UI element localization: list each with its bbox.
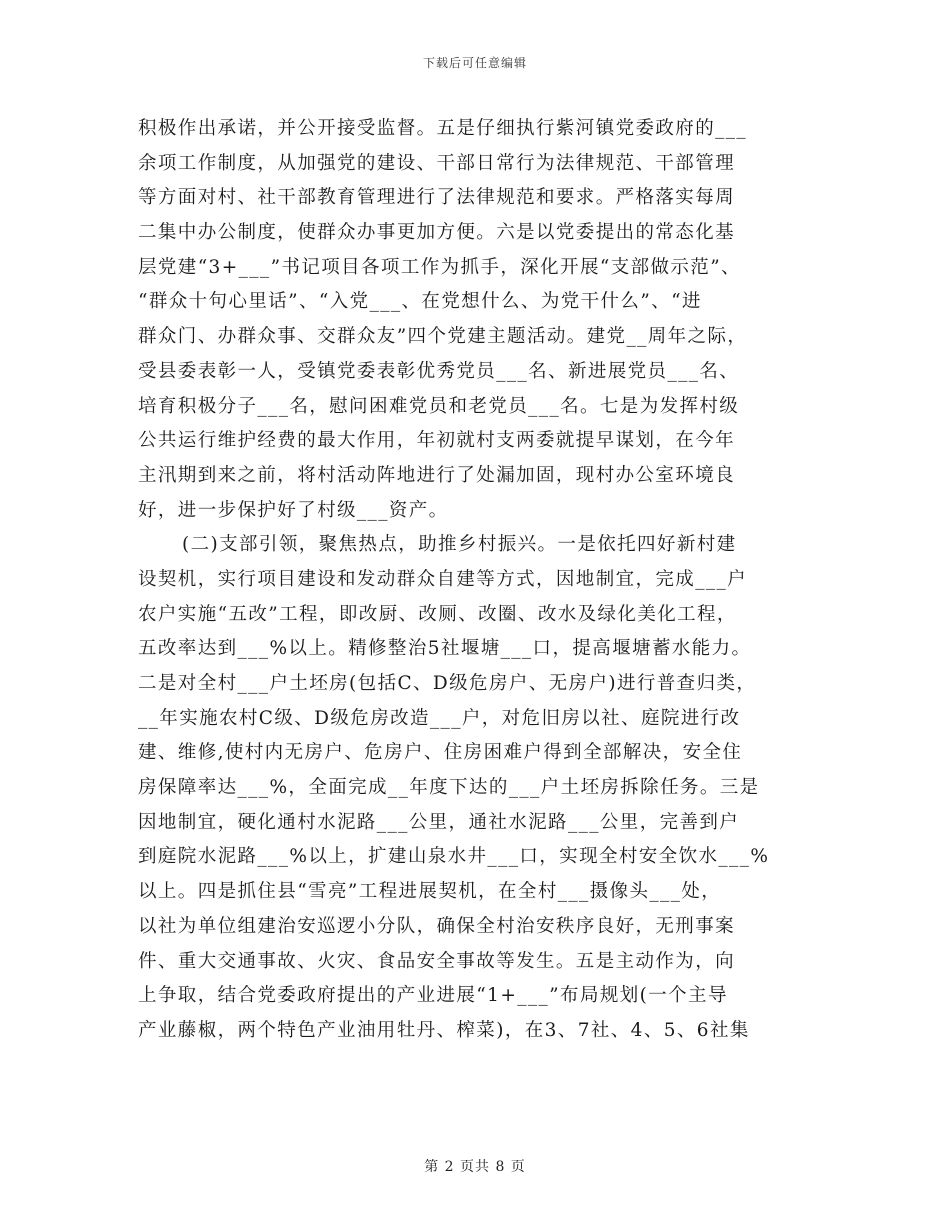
text-line: 主汛期到来之前，将村活动阵地进行了处漏加固，现村办公室环境良 <box>138 464 736 486</box>
text-line: 上争取，结合党委政府提出的产业进展“1+___”布局规划(一个主导 <box>138 985 728 1007</box>
text-line: 受县委表彰一人，受镇党委表彰优秀党员___名、新进展党员___名、 <box>138 360 740 382</box>
text-line: 二集中办公制度，使群众办事更加方便。六是以党委提出的常态化基 <box>138 222 736 244</box>
text-line: 余项工作制度，从加强党的建设、干部日常行为法律规范、干部管理 <box>138 152 736 174</box>
text-line: 件、重大交通事故、火灾、食品安全事故等发生。五是主动作为，向 <box>138 950 736 972</box>
page-footer: 第 2 页共 8 页 <box>424 1159 526 1175</box>
text-line: 积极作出承诺，并公开接受监督。五是仔细执行紫河镇党委政府的___ <box>138 118 748 139</box>
text-line: 到庭院水泥路___%以上，扩建山泉水井___口，实现全村安全饮水___% <box>138 846 770 868</box>
text-line: 层党建“3+___”书记项目各项工作为抓手，深化开展“支部做示范”、 <box>138 256 741 278</box>
text-line: 以社为单位组建治安巡逻小分队，确保全村治安秩序良好，无刑事案 <box>138 915 736 937</box>
text-line: 以上。四是抓住县“雪亮”工程进展契机，在全村___摄像头___处， <box>138 881 722 903</box>
text-line: “群众十句心里话”、“入党___、在党想什么、为党干什么”、“进 <box>138 291 702 313</box>
text-line: 培育积极分子___名，慰问困难党员和老党员___名。七是为发挥村级 <box>138 395 740 417</box>
text-line: 产业藤椒，两个特色产业油用牡丹、榨菜)，在3、7社、4、5、6社集 <box>138 1019 750 1041</box>
text-line: __年实施农村C级、D级危房改造___户，对危旧房以社、庭院进行改 <box>138 707 741 729</box>
text-line: 公共运行维护经费的最大作用，年初就村支两委就提早谋划，在今年 <box>138 430 736 452</box>
text-line: 因地制宜，硬化通村水泥路___公里，通社水泥路___公里，完善到户 <box>138 811 740 833</box>
text-line: 农户实施“五改”工程，即改厨、改厕、改圈、改水及绿化美化工程， <box>138 603 737 625</box>
text-line: 设契机，实行项目建设和发动群众自建等方式，因地制宜，完成___户 <box>138 568 748 590</box>
text-line: 五改率达到___%以上。精修整治5社堰塘___口，提高堰塘蓄水能力。 <box>138 638 752 660</box>
section-heading-line: (二)支部引领，聚焦热点，助推乡村振兴。一是依托四好新村建 <box>182 534 737 556</box>
text-line: 二是对全村___户土坯房(包括C、D级危房户、无房户)进行普查归类， <box>138 673 757 694</box>
page-header: 下载后可任意编辑 <box>422 56 527 70</box>
text-line: 好，进一步保护好了村级___资产。 <box>138 499 449 521</box>
text-line: 等方面对村、社干部教育管理进行了法律规范和要求。严格落实每周 <box>138 187 736 209</box>
text-line: 群众门、办群众事、交群众友”四个党建主题活动。建党__周年之际， <box>138 326 748 348</box>
text-line: 房保障率达___%，全面完成__年度下达的___户土坯房拆除任务。三是 <box>138 777 760 799</box>
text-line: 建、维修,使村内无房户、危房户、住房困难户得到全部解决，安全住 <box>138 742 743 764</box>
document-body <box>138 112 818 1049</box>
